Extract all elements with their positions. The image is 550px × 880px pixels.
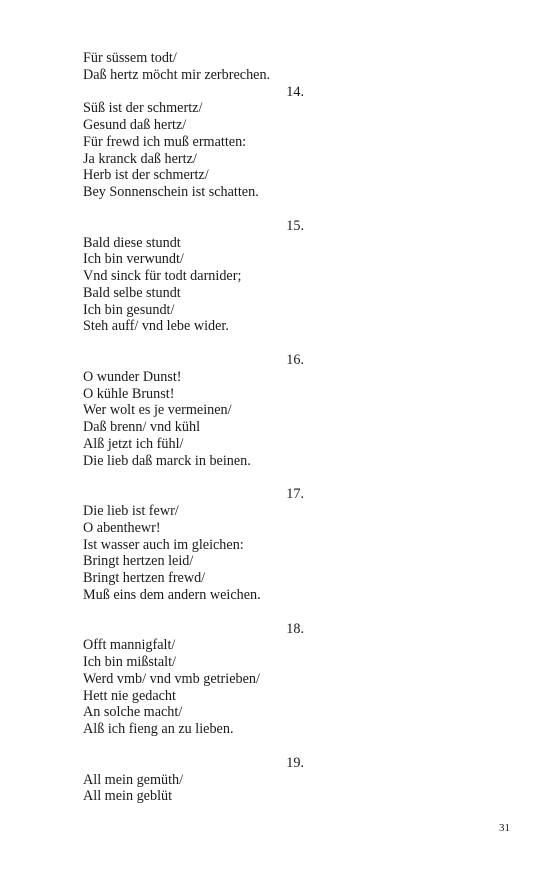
- verse-line: Steh auff/ vnd lebe wider.: [83, 318, 229, 335]
- verse-line: Vnd sinck für todt darnider;: [83, 268, 242, 284]
- poem-text: [83, 50, 308, 805]
- stanza-number: 14.: [286, 83, 304, 100]
- verse-line: Bringt hertzen frewd/: [83, 570, 206, 586]
- stanza-number: 16.: [286, 352, 304, 368]
- verse-line: Muß eins dem andern weichen.: [83, 586, 261, 603]
- verse-line: Daß brenn/ vnd kühl: [83, 419, 201, 435]
- verse-line: Für frewd ich muß ermatten:: [83, 133, 247, 150]
- verse-line: All mein geblüt: [83, 788, 173, 805]
- stanza: [83, 755, 308, 805]
- verse-line: All mein gemüth/: [83, 771, 184, 788]
- verse-line: Daß hertz möcht mir zerbrechen.: [83, 66, 271, 83]
- verse-line: Ja kranck daß hertz/: [83, 150, 197, 167]
- verse-line: Für süssem todt/: [83, 50, 177, 66]
- verse-line: Werd vmb/ vnd vmb getrieben/: [83, 670, 260, 687]
- stanza-gap: [83, 201, 308, 218]
- stanza: [83, 486, 308, 603]
- stanza: [83, 84, 308, 201]
- stanza-number: 18.: [286, 620, 304, 637]
- stanza-number: 19.: [286, 754, 304, 771]
- verse-line: An solche macht/: [83, 704, 183, 721]
- verse-line: Offt mannigfalt/: [83, 637, 176, 654]
- verse-line: Alß ich fieng an zu lieben.: [83, 721, 234, 737]
- verse-line: Gesund daß hertz/: [83, 117, 187, 133]
- stanza-number: 17.: [286, 486, 304, 503]
- verse-line: Wer wolt es je vermeinen/: [83, 402, 232, 419]
- verse-line: Die lieb ist fewr/: [83, 503, 179, 519]
- stanza-gap: [83, 604, 308, 621]
- verse-line: Bald diese stundt: [83, 234, 181, 251]
- page-number: 31: [499, 822, 510, 834]
- verse-line: Bey Sonnenschein ist schatten.: [83, 184, 259, 200]
- stanza: [83, 218, 308, 335]
- verse-line: O abenthewr!: [83, 519, 161, 536]
- stanza-number: 15.: [286, 217, 304, 234]
- stanza: [83, 50, 308, 84]
- stanza: [83, 621, 308, 738]
- verse-line: Süß ist der schmertz/: [83, 100, 203, 117]
- stanza: [83, 352, 308, 469]
- stanza-gap: [83, 469, 308, 486]
- stanza-gap: [83, 335, 308, 352]
- verse-line: Bringt hertzen leid/: [83, 553, 194, 570]
- verse-line: Die lieb daß marck in beinen.: [83, 452, 251, 469]
- verse-line: Ich bin gesundt/: [83, 301, 175, 318]
- verse-line: Ich bin verwundt/: [83, 251, 184, 268]
- verse-line: O kühle Brunst!: [83, 385, 175, 402]
- verse-line: Ich bin mißstalt/: [83, 654, 176, 670]
- verse-line: O wunder Dunst!: [83, 368, 182, 385]
- verse-line: Bald selbe stundt: [83, 284, 181, 301]
- verse-line: Herb ist der schmertz/: [83, 167, 209, 184]
- verse-line: Hett nie gedacht: [83, 687, 176, 704]
- verse-line: Alß jetzt ich fühl/: [83, 435, 184, 452]
- verse-line: Ist wasser auch im gleichen:: [83, 536, 244, 553]
- stanza-gap: [83, 738, 308, 755]
